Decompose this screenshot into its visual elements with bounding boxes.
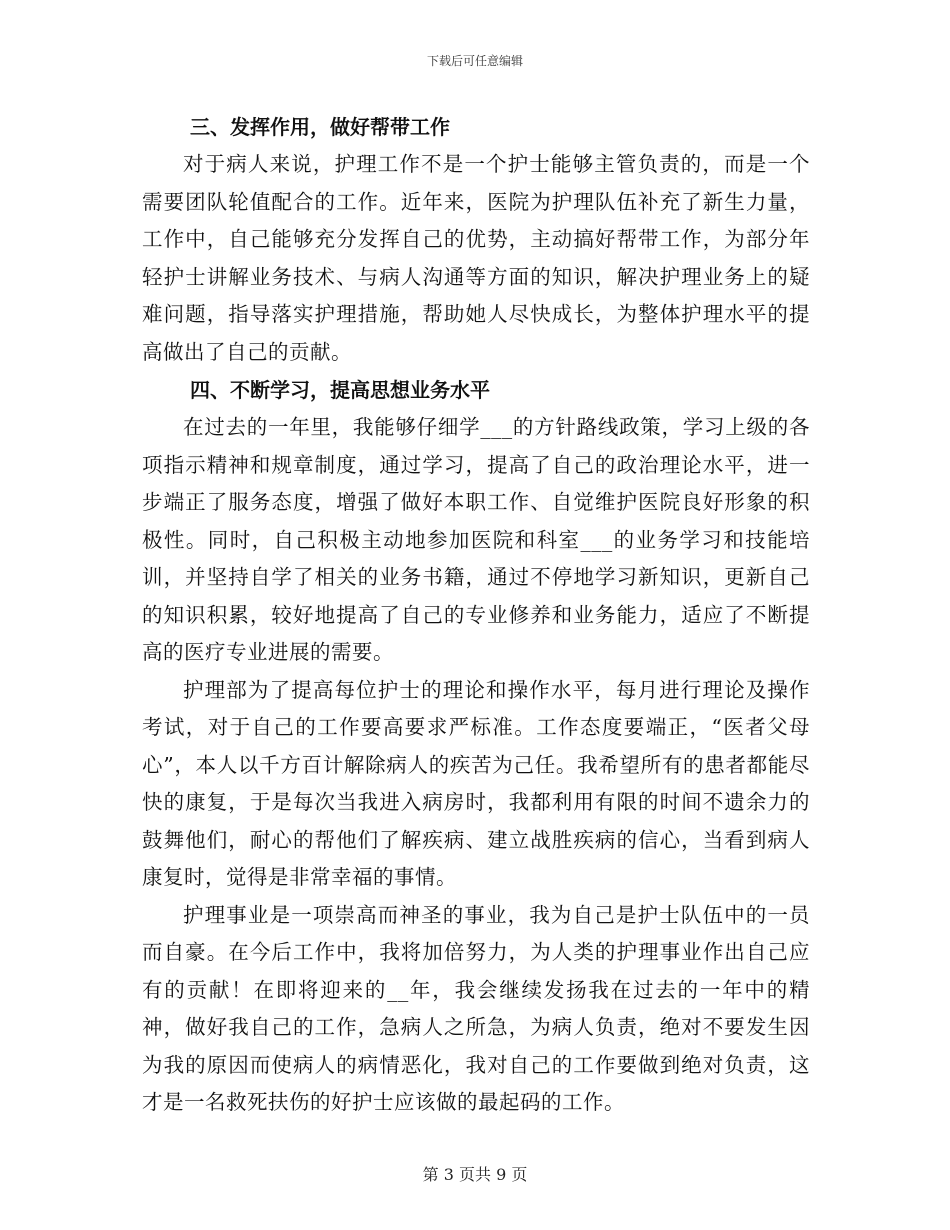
document-body: [142, 108, 810, 1122]
section-heading: 三、发挥作用，做好帮带工作: [190, 115, 450, 139]
page-header: 下载后可任意编辑: [426, 54, 523, 68]
paragraph: 护理部为了提高每位护士的理论和操作水平，每月进行理论及操作考试，对于自己的工作要高要求严标准。工作态度要端正，“医者父母心”，本人以千方百计解除病人的疾苦为己任。我希望所有的患者都能尽快的康复，于是每次当我进入病房时，我都利用有限的时间不遗余力的鼓舞他们，耐心的帮他们了解疾病、建立战胜疾病的信心，当看到病人康复时，觉得是非常幸福的事情。: [142, 677, 810, 889]
paragraph: 在过去的一年里，我能够仔细学___的方针路线政策，学习上级的各项指示精神和规章制度，通过学习，提高了自己的政治理论水平，进一步端正了服务态度，增强了做好本职工作、自觉维护医院良好形象的积极性。同时，自己积极主动地参加医院和科室___的业务学习和技能培训，并坚持自学了相关的业务书籍，通过不停地学习新知识，更新自己的知识积累，较好地提高了自己的专业修养和业务能力，适应了不断提高的医疗专业进展的需要。: [142, 415, 810, 664]
paragraph: 护理事业是一项崇高而神圣的事业，我为自己是护士队伍中的一员而自豪。在今后工作中，我将加倍努力，为人类的护理事业作出自己应有的贡献！在即将迎来的__年，我会继续发扬我在过去的一年中的精神，做好我自己的工作，急病人之所急，为病人负责，绝对不要发生因为我的原因而使病人的病情恶化，我对自己的工作要做到绝对负责，这才是一名救死扶伤的好护士应该做的最起码的工作。: [142, 902, 810, 1114]
section-heading: 四、不断学习，提高思想业务水平: [190, 378, 490, 402]
section-4: [142, 371, 810, 1122]
section-3: [142, 108, 810, 371]
paragraph: 对于病人来说，护理工作不是一个护士能够主管负责的，而是一个需要团队轮值配合的工作。近年来，医院为护理队伍补充了新生力量，工作中，自己能够充分发挥自己的优势，主动搞好帮带工作，为部分年轻护士讲解业务技术、与病人沟通等方面的知识，解决护理业务上的疑难问题，指导落实护理措施，帮助她人尽快成长，为整体护理水平的提高做出了自己的贡献。: [142, 152, 810, 364]
page-footer: 第 3 页共 9 页: [422, 1165, 528, 1184]
